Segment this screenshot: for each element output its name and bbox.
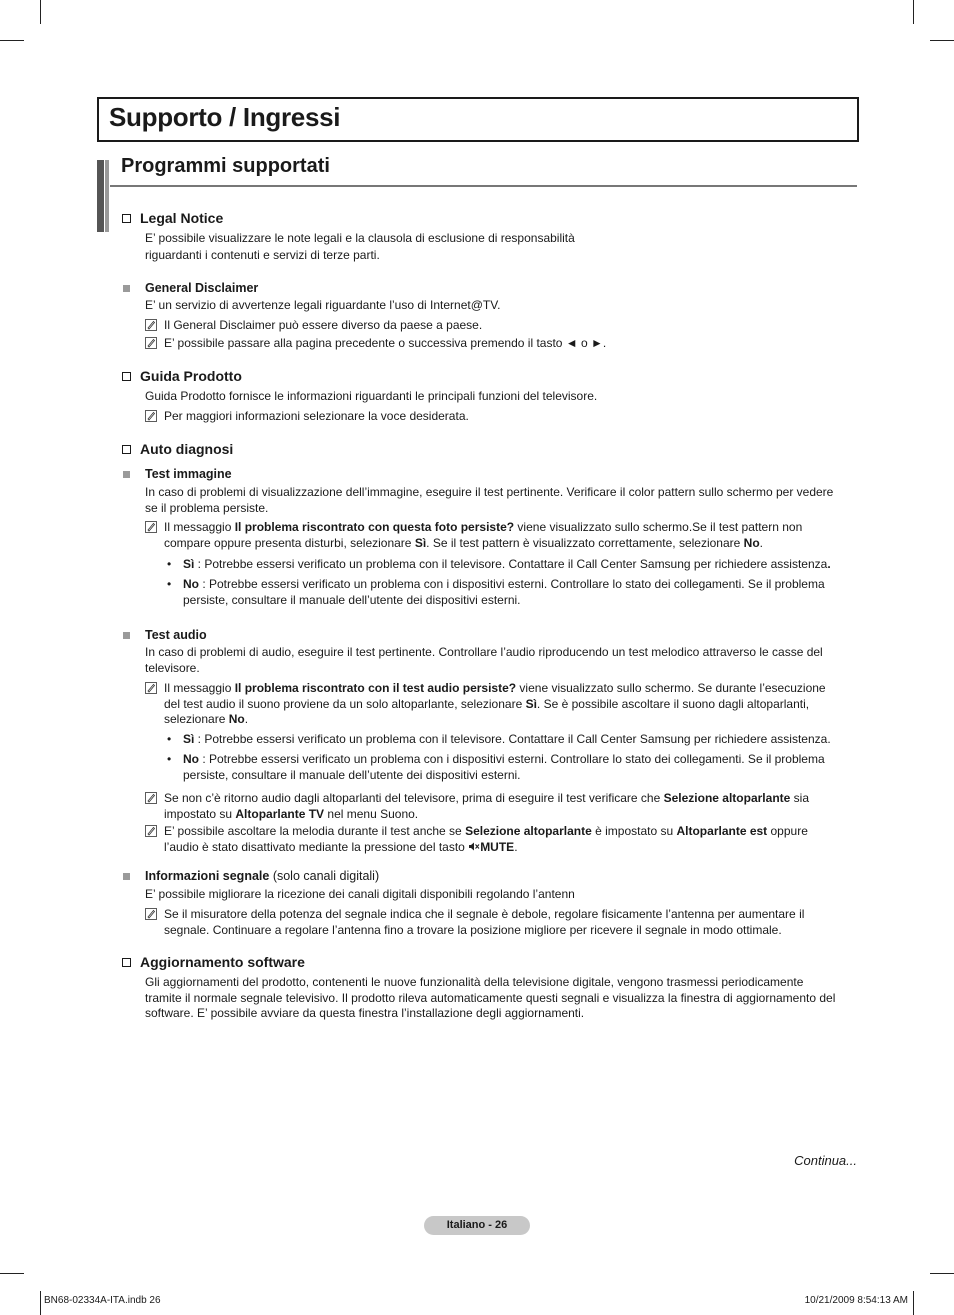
text-line	[183, 577, 855, 593]
crop-mark	[0, 40, 24, 41]
note-text	[164, 520, 854, 551]
note-text: E’ possibile passare alla pagina precedente o successiva premendo il tasto ◄ o ►.	[164, 336, 607, 350]
text-line	[164, 807, 854, 823]
text-line	[164, 824, 854, 840]
text-run: .	[514, 839, 518, 854]
note-pencil-icon	[145, 521, 157, 533]
text-line: persiste, consultare il manuale dell’utente dei dispositivi esterni.	[183, 767, 521, 782]
bullet-text	[183, 752, 855, 783]
bullet-dot-icon: •	[167, 577, 172, 591]
test-immagine-text	[145, 485, 855, 516]
text-run: . Se è possibile ascoltare il suono dagli altoparlanti,	[536, 696, 810, 711]
bold-run: Selezione altoparlante	[465, 824, 592, 838]
bold-run: No	[228, 712, 245, 726]
heading-text: Guida Prodotto	[140, 368, 242, 384]
text-run: .	[759, 535, 763, 550]
heading-auto-diagnosi	[122, 441, 233, 457]
note-pencil-icon	[145, 908, 157, 920]
section-title: Programmi supportati	[121, 155, 330, 177]
note-pencil-icon	[145, 682, 157, 694]
text-line: In caso di problemi di audio, eseguire il test pertinente. Controllare l’audio riproducendo un test melodico attraverso le casse del	[145, 645, 823, 659]
heading-text: General Disclaimer	[145, 281, 259, 295]
note	[145, 907, 855, 939]
crop-mark	[930, 40, 954, 41]
crop-mark	[40, 0, 41, 24]
checkbox-square-icon	[122, 958, 131, 967]
text-run: : Potrebbe essersi verificato un problema con il televisore. Contattare il Call Center Samsung per richiedere assistenza.	[194, 732, 831, 746]
text-line	[164, 520, 854, 536]
note	[145, 336, 855, 352]
text-line: televisore.	[145, 660, 200, 675]
heading-text: Test immagine	[145, 467, 232, 481]
page-title-box	[97, 97, 859, 142]
text-run: impostato su	[164, 806, 236, 821]
page-title: Supporto / Ingressi	[109, 102, 341, 132]
page-number-badge: Italiano - 26	[424, 1216, 530, 1235]
text-line: riguardanti i contenuti e servizi di terze parti.	[145, 248, 380, 262]
note	[145, 520, 855, 552]
text-run: Il messaggio	[164, 681, 235, 695]
heading-informazioni-segnale	[123, 869, 379, 883]
bold-run: No	[183, 752, 199, 766]
heading-guida-prodotto	[122, 368, 242, 384]
note-pencil-icon	[145, 319, 157, 331]
text-line	[164, 697, 854, 713]
bullet-text	[183, 732, 855, 748]
bold-run: Il problema riscontrato con questa foto persiste?	[234, 520, 515, 534]
bullet-square-icon	[123, 285, 130, 292]
bullet-square-icon	[123, 873, 130, 880]
bullet-item	[167, 577, 855, 609]
aggiornamento-text	[145, 975, 855, 1022]
checkbox-square-icon	[122, 372, 131, 381]
bold-run: Sì	[183, 557, 195, 571]
note-pencil-icon	[145, 792, 157, 804]
text-line	[164, 712, 854, 728]
note	[145, 681, 855, 729]
bullet-text	[183, 577, 855, 608]
text-run: : Potrebbe essersi verificato un problema con il televisore. Contattare il Call Center Samsung per richiedere assistenza	[194, 557, 828, 571]
bold-run: Altoparlante est	[676, 824, 768, 838]
crop-mark	[930, 1273, 954, 1274]
heading-text: Informazioni segnale	[145, 869, 270, 883]
text-run: oppure	[767, 824, 808, 838]
text-line: tramite il normale segnale televisivo. Il prodotto rileva automaticamente questi segnali e visualizza la finestra di aggiornamento del	[145, 990, 836, 1005]
section-bar-light	[105, 160, 109, 232]
text-run: l’audio è stato disattivato mediante la pressione del tasto	[164, 839, 469, 854]
crop-mark	[40, 1291, 41, 1315]
bold-run: Il problema riscontrato con il test audio persiste?	[234, 681, 517, 695]
note-text	[164, 681, 854, 728]
text-run: selezionare	[164, 712, 229, 726]
bold-run: Sì	[525, 696, 537, 711]
bold-run: MUTE	[480, 839, 515, 854]
bullet-text	[183, 557, 855, 573]
checkbox-square-icon	[122, 445, 131, 454]
bullet-dot-icon: •	[167, 732, 172, 746]
checkbox-square-icon	[122, 214, 131, 223]
text-line	[164, 536, 854, 552]
text-run: viene visualizzato sullo schermo. Se durante l’esecuzione	[516, 681, 826, 695]
text-run: : Potrebbe essersi verificato un problema con i dispositivi esterni. Controllare lo stato dei collegamenti. Se il problema	[199, 752, 825, 766]
crop-mark	[0, 1273, 24, 1274]
footer-file-info: BN68-02334A-ITA.indb 26	[44, 1295, 161, 1306]
bold-run: No	[743, 535, 760, 550]
crop-mark	[913, 1291, 914, 1315]
note	[145, 791, 855, 823]
heading-suffix: (solo canali digitali)	[269, 869, 380, 883]
heading-test-audio	[123, 628, 207, 642]
continua-label: Continua...	[794, 1153, 857, 1168]
heading-text: Test audio	[145, 628, 207, 642]
heading-general-disclaimer	[123, 281, 258, 295]
bullet-dot-icon: •	[167, 557, 172, 571]
note-text	[164, 824, 854, 855]
text-line	[183, 752, 855, 768]
bullet-item	[167, 557, 855, 573]
bullet-dot-icon: •	[167, 752, 172, 766]
heading-text: Aggiornamento software	[140, 954, 305, 970]
note-text: Per maggiori informazioni selezionare la voce desiderata.	[164, 409, 469, 423]
text-line: se il problema persiste.	[145, 500, 269, 515]
text-line: persiste, consultare il manuale dell’utente dei dispositivi esterni.	[183, 592, 521, 607]
text-run: del test audio il suono proviene da un solo altoparlante, selezionare	[164, 696, 526, 711]
bullet-square-icon	[123, 632, 130, 639]
note	[145, 824, 855, 856]
bullet-square-icon	[123, 471, 130, 478]
section-bar	[97, 160, 104, 232]
text-run: compare oppure presenta disturbi, selezionare	[164, 535, 415, 550]
text-line: E’ possibile visualizzare le note legali e la clausola di esclusione di responsabilità	[145, 231, 575, 245]
note-text: Il General Disclaimer può essere diverso da paese a paese.	[164, 318, 483, 332]
text-run: .	[244, 712, 249, 726]
bullet-item	[167, 752, 855, 784]
note-text	[164, 907, 854, 938]
text-run: sia	[790, 791, 809, 805]
heading-aggiornamento-software	[122, 954, 305, 970]
bold-run: Altoparlante TV	[235, 806, 325, 821]
note-pencil-icon	[145, 825, 157, 837]
bold-run: Sì	[183, 732, 195, 746]
text-line	[164, 791, 854, 807]
text-run: nel menu Suono.	[324, 806, 419, 821]
bold-run: .	[827, 557, 831, 571]
text-run: E’ possibile ascoltare la melodia durante il test anche se	[164, 824, 466, 838]
text-line	[164, 681, 854, 697]
heading-legal-notice	[122, 210, 223, 226]
text-line	[164, 840, 854, 856]
heading-text: Legal Notice	[140, 210, 224, 226]
note-pencil-icon	[145, 410, 157, 422]
test-audio-text	[145, 645, 855, 676]
text-line: E’ un servizio di avvertenze legali riguardante l’uso di Internet@TV.	[145, 298, 501, 312]
note	[145, 318, 855, 334]
footer-timestamp: 10/21/2009 8:54:13 AM	[804, 1295, 908, 1306]
text-line: segnale. Continuare a regolare l’antenna fino a trovare la posizione migliore per ricevere il segnale in modo ottimale.	[164, 922, 782, 937]
legal-text	[145, 231, 855, 264]
bold-run: Selezione altoparlante	[663, 791, 791, 805]
crop-mark	[913, 0, 914, 24]
text-line: In caso di problemi di visualizzazione dell’immagine, eseguire il test pertinente. Verificare il color pattern sullo schermo per vedere	[145, 485, 834, 499]
text-line: E’ possibile migliorare la ricezione dei canali digitali disponibili regolando l’antenn	[145, 887, 575, 901]
heading-test-immagine	[123, 467, 232, 481]
text-line: Se il misuratore della potenza del segnale indica che il segnale è debole, regolare fisicamente l’antenna per aumentare il	[164, 907, 805, 921]
note	[145, 409, 855, 425]
note-pencil-icon	[145, 337, 157, 349]
bullet-item	[167, 732, 855, 748]
note-text	[164, 791, 854, 822]
text-run: : Potrebbe essersi verificato un problema con i dispositivi esterni. Controllare lo stato dei collegamenti. Se il problema	[199, 577, 825, 591]
text-run: Se non c’è ritorno audio dagli altoparlanti del televisore, prima di eseguire il test verificare che	[164, 791, 664, 805]
text-run: Il messaggio	[164, 520, 235, 534]
text-run: . Se il test pattern è visualizzato correttamente, selezionare	[426, 535, 744, 550]
mute-speaker-icon	[468, 841, 480, 852]
text-run: viene visualizzato sullo schermo.Se il test pattern non	[514, 520, 803, 534]
text-run: è impostato su	[591, 824, 677, 838]
text-line: software. E’ possibile avviare da questa finestra l’installazione degli aggiornamenti.	[145, 1006, 585, 1020]
section-divider	[110, 185, 857, 187]
bold-run: Sì	[414, 535, 427, 550]
bold-run: No	[183, 577, 199, 591]
text-line: Guida Prodotto fornisce le informazioni riguardanti le principali funzioni del televisore.	[145, 389, 598, 403]
text-line: Gli aggiornamenti del prodotto, contenenti le nuove funzionalità della televisione digitale, vengono trasmessi periodicamente	[145, 975, 804, 989]
heading-text: Auto diagnosi	[140, 441, 234, 457]
